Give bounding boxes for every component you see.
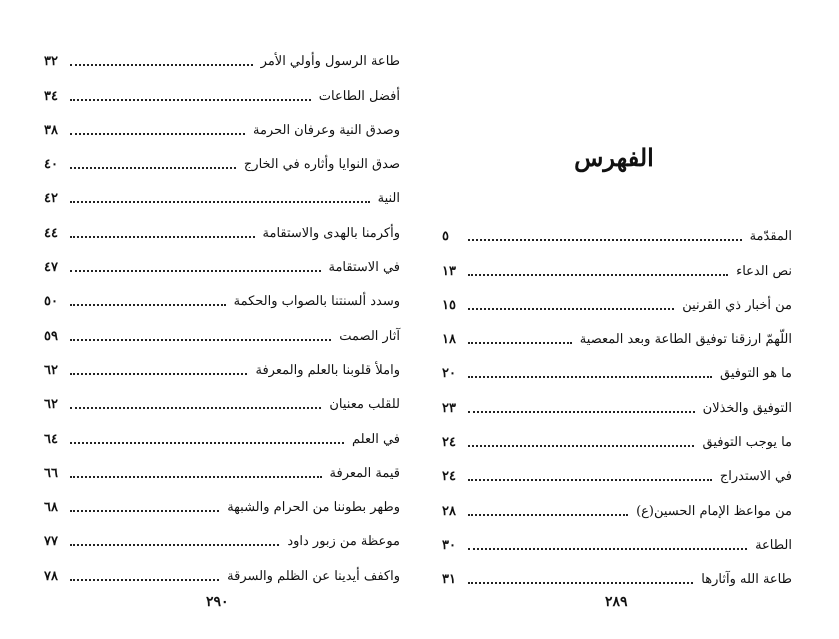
- toc-entry-title: آثار الصمت: [339, 328, 400, 344]
- toc-entry-title: وأكرمنا بالهدى والاستقامة: [262, 225, 400, 241]
- toc-entry: [442, 419, 792, 453]
- toc-entry: [44, 209, 400, 243]
- toc-entry: [442, 453, 792, 487]
- toc-entry-page: ٤٧: [44, 260, 58, 276]
- toc-entry-page: ٢٠: [442, 366, 456, 382]
- toc-entry: [44, 244, 400, 278]
- dot-leader: [468, 274, 728, 276]
- toc-entry: [442, 522, 792, 556]
- dot-leader: [468, 548, 747, 550]
- toc-entry-page: ٥٩: [44, 328, 58, 344]
- dot-leader: [70, 407, 321, 409]
- dot-leader: [468, 411, 695, 413]
- toc-entry-title: التوفيق والخذلان: [702, 400, 792, 416]
- toc-entry-page: ٣٨: [44, 122, 58, 138]
- toc-list-left: [44, 38, 400, 587]
- dot-leader: [468, 445, 694, 447]
- toc-entry-title: طاعة الله وآثارها: [701, 572, 792, 588]
- toc-entry-page: ٤٤: [44, 225, 58, 241]
- dot-leader: [70, 167, 236, 169]
- toc-entry-page: ٥: [442, 229, 449, 245]
- toc-entry-page: ٢٤: [442, 435, 456, 451]
- toc-entry: [44, 107, 400, 141]
- toc-entry-title: ما هو التوفيق: [720, 366, 792, 382]
- dot-leader: [70, 99, 311, 101]
- toc-entry-page: ٢٣: [442, 400, 456, 416]
- toc-entry-title: واملأ قلوبنا بالعلم والمعرفة: [255, 362, 400, 378]
- toc-entry: [44, 415, 400, 449]
- dot-leader: [70, 339, 331, 341]
- toc-entry-page: ٧٨: [44, 568, 58, 584]
- toc-entry-title: الطاعة: [755, 537, 792, 553]
- toc-entry-title: وصدق النية وعرفان الحرمة: [252, 122, 400, 138]
- page-number-right: ٢٨٩: [605, 594, 628, 610]
- toc-entry-title: وسدد ألسنتنا بالصواب والحكمة: [233, 294, 400, 310]
- toc-entry-title: صدق النوايا وأثاره في الخارج: [243, 157, 400, 173]
- toc-entry-page: ٤٠: [44, 157, 58, 173]
- toc-entry: [442, 213, 792, 247]
- toc-entry-title: نص الدعاء: [736, 263, 792, 279]
- toc-entry-page: ٢٤: [442, 469, 456, 485]
- dot-leader: [70, 544, 279, 546]
- toc-entry-title: اللّهمّ ارزقنا توفيق الطاعة وبعد المعصية: [579, 332, 792, 348]
- toc-entry-page: ١٥: [442, 297, 456, 313]
- toc-entry: [442, 487, 792, 521]
- toc-entry-page: ٣٠: [442, 537, 456, 553]
- toc-entry: [44, 72, 400, 106]
- toc-entry-page: ٤٢: [44, 191, 58, 207]
- toc-entry: [44, 38, 400, 72]
- right-page: [420, 0, 839, 639]
- dot-leader: [468, 479, 712, 481]
- dot-leader: [70, 236, 255, 238]
- toc-entry-page: ٣٢: [44, 54, 58, 70]
- toc-entry-page: ٣١: [442, 572, 456, 588]
- toc-entry-title: موعظة من زبور داود: [287, 534, 400, 550]
- toc-entry: [44, 552, 400, 586]
- dot-leader: [70, 270, 321, 272]
- dot-leader: [70, 579, 219, 581]
- dot-leader: [70, 373, 247, 375]
- toc-entry-page: ٦٨: [44, 500, 58, 516]
- dot-leader: [468, 376, 712, 378]
- dot-leader: [70, 510, 219, 512]
- toc-entry: [442, 384, 792, 418]
- toc-entry: [44, 484, 400, 518]
- toc-entry: [44, 518, 400, 552]
- toc-entry-page: ٦٢: [44, 397, 58, 413]
- dot-leader: [70, 476, 322, 478]
- toc-entry-title: قيمة المعرفة: [329, 465, 400, 481]
- toc-entry: [44, 312, 400, 346]
- dot-leader: [468, 342, 572, 344]
- toc-entry-title: في الاستدراج: [719, 469, 792, 485]
- toc-entry-page: ٦٢: [44, 362, 58, 378]
- toc-entry-page: ٥٠: [44, 294, 58, 310]
- toc-entry-page: ٣٤: [44, 88, 58, 104]
- toc-entry-title: للقلب معنيان: [329, 397, 400, 413]
- toc-entry-page: ١٨: [442, 332, 456, 348]
- toc-entry-title: من أخبار ذي القرنين: [682, 297, 792, 313]
- toc-entry-title: طاعة الرسول وأولي الأمر: [260, 54, 400, 70]
- toc-entry-title: النية: [377, 191, 400, 207]
- toc-entry-page: ١٣: [442, 263, 456, 279]
- dot-leader: [468, 308, 674, 310]
- dot-leader: [70, 442, 344, 444]
- dot-leader: [70, 304, 226, 306]
- toc-entry-title: المقدّمة: [749, 229, 792, 245]
- toc-entry: [44, 381, 400, 415]
- dot-leader: [70, 201, 370, 203]
- toc-entry-page: ٧٧: [44, 534, 58, 550]
- dot-leader: [468, 582, 693, 584]
- toc-entry-title: أفضل الطاعات: [318, 88, 400, 104]
- toc-entry-title: في الاستقامة: [328, 260, 400, 276]
- toc-list-right: [442, 213, 792, 590]
- toc-entry: [442, 282, 792, 316]
- toc-entry-title: ما يوجب التوفيق: [702, 435, 792, 451]
- page-number-left: ٢٩٠: [206, 594, 229, 610]
- dot-leader: [70, 133, 245, 135]
- toc-entry: [442, 556, 792, 590]
- toc-entry: [44, 347, 400, 381]
- dot-leader: [70, 64, 253, 66]
- toc-entry-page: ٦٤: [44, 431, 58, 447]
- dot-leader: [468, 514, 628, 516]
- toc-entry: [442, 350, 792, 384]
- toc-entry-title: من مواعظ الإمام الحسين(ع): [636, 503, 792, 519]
- toc-entry: [442, 247, 792, 281]
- toc-entry-title: واكفف أيدينا عن الظلم والسرقة: [227, 568, 400, 584]
- toc-entry: [44, 278, 400, 312]
- toc-entry-page: ٦٦: [44, 465, 58, 481]
- toc-entry: [44, 141, 400, 175]
- toc-entry: [442, 316, 792, 350]
- toc-entry: [44, 175, 400, 209]
- toc-entry: [44, 450, 400, 484]
- toc-heading: الفهرس: [574, 143, 654, 172]
- toc-entry-title: وطهر بطوننا من الحرام والشبهة: [227, 500, 400, 516]
- toc-entry-title: في العلم: [352, 431, 400, 447]
- dot-leader: [468, 239, 742, 241]
- toc-entry-page: ٢٨: [442, 503, 456, 519]
